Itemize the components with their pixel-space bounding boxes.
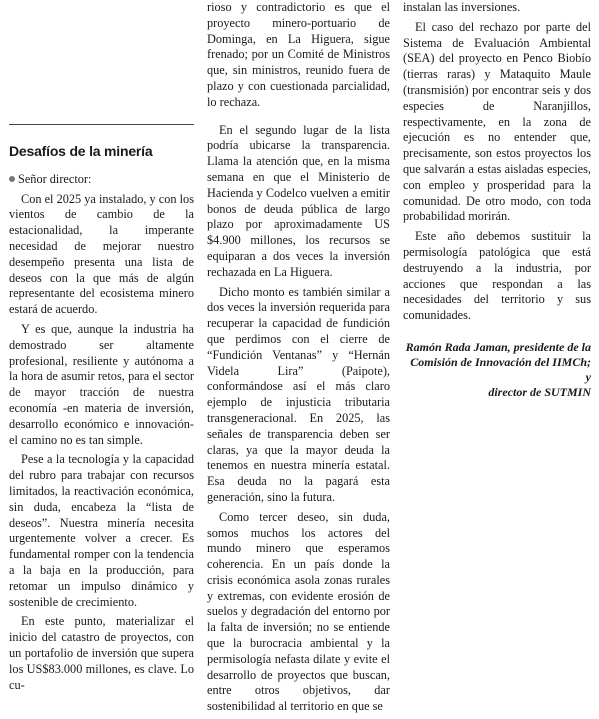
signature-line: Ramón Rada Jaman, presidente de la: [405, 339, 591, 354]
salutation-text: Señor director:: [18, 171, 92, 186]
paragraph: Con el 2025 ya instalado, y con los vientos de cambio de la estacionalidad, la imperante necesidad de mejorar nuestro desempeño presenta una lista de deseos con la que más de algún representante del ecosistema minero estará de acuerdo.: [9, 191, 194, 317]
paragraph-continued: instalan las inversiones.: [403, 0, 521, 14]
paragraph: En este punto, materializar el inicio del catastro de proyectos, con un portafolio de inversión que supera los US$83.000 millones, es clave. Lo cu-: [9, 614, 194, 692]
paragraph: Este año debemos sustituir la permisología patológica que está destruyendo a la industria, por acciones que respondan a las necesidades del territorio y sus comunidades.: [403, 229, 591, 323]
paragraph: Como tercer deseo, sin duda, somos muchos los actores del mundo minero que esperamos coherencia. En un país donde la crisis económica asola zonas rurales y extremas, con evidente erosión de suelos y degradación del entorno por la falta de inversión; no se entiende que la burocracia ambiental y la permisología nefasta dilate y evite el desarrollo de proyectos que buscan, entre otros objetivos, dar sostenibilidad al territorio en que se: [207, 509, 390, 714]
paragraph: En el segundo lugar de la lista podría ubicarse la transparencia. Llama la atención que, en la misma semana en que el Ministerio de Hacienda y Codelco vuelven a emitir bonos de deuda pública de largo plazo por aproximadamente US $4.900 millones, los recursos se equiparan a dos veces la inversión rechazada en La Higuera.: [207, 122, 390, 279]
paragraph: Dicho monto es también similar a dos veces la inversión requerida para recuperar la capacidad de fundición que perdimos con el cierre de “Fundición Ventanas” y “Hernán Videla Lira” (Paipote), conformándose así el más claro ejemplo de injusticia tributaria transgeneracional. En 2025, las señales de transparencia deben ser claras, ya que la mayor deuda la tenemos en nuestra minería estatal. Esa deuda no la pagará esta generación, sino la futura.: [207, 284, 390, 504]
column-3: [403, 0, 591, 400]
paragraph: Y es que, aunque la industria ha demostrado ser altamente profesional, resiliente y autónoma a la hora de asumir retos, para el sector de mayor tracción de nuestra economía -en materia de inversión, desarrollo económico e innovación- el camino no es tan simple.: [9, 321, 194, 447]
bullet-icon: [9, 176, 15, 182]
paragraph-continued: rioso y contradictorio es que el proyecto minero-portuario de Dominga, en La Higuera, sigue frenado; por un Comité de Ministros que, sin ministros, reunido fuera de plazo y con cuestionada parcialidad, lo rechaza.: [207, 0, 390, 109]
salutation: [9, 172, 194, 188]
signature: [403, 340, 591, 400]
signature-line: director de SUTMIN: [488, 384, 591, 399]
letter-heading: Desafíos de la minería: [9, 143, 153, 159]
signature-line: Comisión de Innovación del IIMCh; y: [410, 354, 591, 384]
paragraph: Pese a la tecnología y la capacidad del rubro para trabajar con recursos limitados, la reactivación económica, sin duda, encabeza la “lista de deseos”. Nuestra minería necesita urgentemente volver a crecer. Es fundamental romper con la tendencia a la baja en la producción, para retomar un impulso dinámico y sostenible de crecimiento.: [9, 452, 194, 609]
paragraph: El caso del rechazo por parte del Sistema de Evaluación Ambiental (SEA) del proyecto en Penco Biobío (tierras raras) y Mataquito Maule (transmisión) por encontrar seis y dos especies de Naranjillos, respectivamente, en la zona de ejecución es no entender que, precisamente, son estos proyectos los que salvarán a estas aisladas especies, con empleo y prosperidad para la comunidad. De otro modo, con toda probabilidad morirán.: [403, 19, 591, 224]
column-2: [207, 0, 390, 719]
column-1: [9, 120, 194, 697]
